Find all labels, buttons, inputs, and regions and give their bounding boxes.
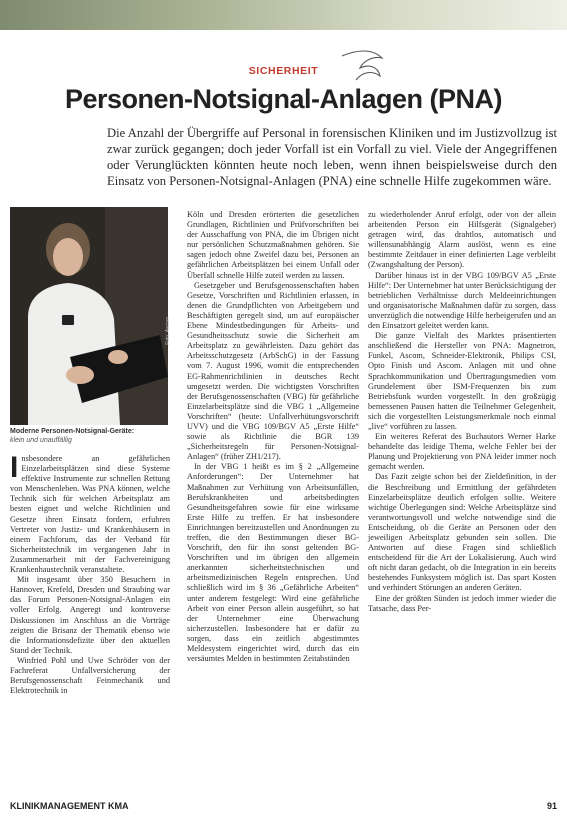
body-paragraph: Gesetzgeber und Berufsgenossenschaften haben Gesetze, Vorschriften und Richtlinien erlassen, in denen die Grundpflichten von Arbeitgebern und Beschäftigten geregelt sind, um auf europäischer Ebene Mindestbedingungen für Arbeits- und Gesundheitsschutz sowie die Sicherheit am Arbeitsplatz zu gewährleisten. Dazu gehört das Arbeitsschutzgesetz (ArbSchG) in der Fassung vom 7. August 1996, womit die entsprechenden EG-Rahmenrichtlinien in deutsches Recht umgesetzt werden. Die wichtigsten Vorschriften der Berufsgenossenschaften (VBG) für gefährliche Einzelarbeitsplätze sind die VBG 1 „Allgemeine Vorschriften“ (heute: Unfallverhütungsvorschrift UVV) und die VBG 109/BGV A5 „Erste Hilfe“ sowie als Richtlinie die BGR 139 „Sicherheitsregeln für Personen-Notsignal-Anlagen“ (früher ZH1/217). — [187, 280, 359, 462]
drop-cap: I — [10, 451, 19, 484]
top-image-strip — [0, 0, 567, 30]
magazine-name: KLINIKMANAGEMENT KMA — [10, 801, 129, 811]
body-paragraph: Ein weiteres Referat des Buchautors Werner Harke behandelte das leidige Thema, welche Fehler bei der Planung und Projektierung von PNA leider immer noch gemacht werden. — [368, 432, 556, 472]
body-paragraph: Darüber hinaus ist in der VBG 109/BGV A5 „Erste Hilfe“: Der Unternehmer hat unter Berücksichtigung der betrieblichen Verhältnisse durch Meldeeinrichtungen und organisatorische Maßnahmen dafür zu sorgen, dass unverzüglich die notwendige Hilfe herbeigerufen und an den Einsatzort geleitet werden kann. — [368, 270, 556, 331]
text-column-2 — [187, 210, 359, 796]
photo-caption-title: Moderne Personen-Notsignal-Geräte: — [10, 428, 135, 435]
section-label: SICHERHEIT — [248, 65, 319, 77]
article-photo — [10, 207, 171, 425]
body-paragraph: Die ganze Vielfalt des Marktes präsentierten anschließend die Hersteller von PNA: Magnetron, Funkel, Ascom, Schneider-Elektronik, Philips CSI, Opto Finish und Ascom. Anlagen mit und ohne Sprachkommunikation und Übertragungsmedien vom Grundelement über ISM-Frequenzen bis zum Betriebsfunk wurden vorgestellt. In den großzügig bemessenen Pausen hatten die Teilnehmer Gelegenheit, sich die vorgestellten Leistungsmerkmale noch einmal „live“ vorführen zu lassen. — [368, 331, 556, 431]
body-paragraph: Mit insgesamt über 350 Besuchern in Hannover, Krefeld, Dresden und Straubing war das Forum Personen-Notsignal-Anlagen ein voller Erfolg. Angeregt und kontroverse Diskussionen im Anschluss an die Vorträge zeigten die Brisanz der Thematik ebenso wie die Informationsdefizite über den aktuellen Stand der Technik. — [10, 575, 170, 655]
text-column-3 — [368, 210, 556, 796]
body-paragraph: Das Fazit zeigte schon bei der Zieldefinition, in der die Beschreibung und Ermittlung der gefährdeten Einzelarbeitsplätze deutlich erfolgen sollte. Weitere wichtige Überlegungen sind: Welche Arbeitsplätze sind verantwortungsvoll und welche notwendige sind die Entscheidung, ob die Geräte an Personen oder den jeweiligen Arbeitsplatz gebunden sein sollen. Die Antworten auf diese Fragen sind schließlich entscheidend für die Art der Lokalisierung. Auch wird oft nicht daran gedacht, ob die Integration in ein bereits bestehendes Funksystem möglich ist. Das spart Kosten und verhindert Störungen an anderen Geräten. — [368, 472, 556, 593]
article-title: Personen-Notsignal-Anlagen (PNA) — [64, 84, 503, 114]
text-column-1 — [10, 451, 170, 776]
photo-credit: Foto: Ascom — [165, 317, 171, 345]
body-paragraph: Insbesondere an gefährlichen Einzelarbeitsplätzen sind diese Systeme effektive Instrumente zur schnellen Rettung von Menschenleben. Was PNA können, welche Technik sich für welchen Arbeitsplatz am besten eignet und welche Richtlinien und Gesetze ihren Einsatz fordern, erfuhren Vertreter von Justiz- und Krankenhäusern in einem Fachforum, das der Verband für Sicherheitstechnik im vergangenen Jahr in Zusammenarbeit mit der Fachvereinigung Krankenhaustechnik veranstaltete. — [10, 451, 170, 575]
body-paragraph: zu wiederholender Anruf erfolgt, oder von der allein arbeitenden Person ein Hilfsgerät (Signalgeber) getragen wird, das drahtlos, automatisch und willensunabhängig Alarm auslöst, wenn es eine bestimmte Zeitdauer in einer definierten Lage verbleibt (Zwangshaltung der Person). — [368, 210, 556, 270]
photo-caption-subtitle: klein und unauffällig — [10, 437, 72, 444]
page-number: 91 — [546, 801, 557, 811]
body-paragraph: In der VBG 1 heißt es im § 2 „Allgemeine Anforderungen“: Der Unternehmer hat Maßnahmen zur Verhütung von Arbeitsunfällen, Berufskrankheiten und arbeitsbedingten Gesundheitsgefahren sowie für eine wirksame Erste Hilfe zu treffen. Er hat insbesondere Einrichtungen bereitzustellen und Anordnungen zu treffen, die den Bestimmungen dieser BG-Vorschrift, den für ihn sonst geltenden BG-Vorschriften und im übrigen den allgemein anerkannten sicherheitstechnischen und arbeitsmedizinischen Regeln entsprechen. Und schließlich wird im § 36 „Gefährliche Arbeiten“ unter anderem festgelegt: Wird eine gefährliche Arbeit von einer Person allein ausgeführt, so hat der Unternehmer eine Überwachung sicherzustellen. Insbesondere hat er dafür zu sorgen, dass ein zeitlich abgestimmtes Meldesystem eingerichtet wird, durch das ein versäumtes Melden in bestimmten Zeitabständen — [187, 462, 359, 664]
body-paragraph: Eine der größten Sünden ist jedoch immer wieder die Tatsache, dass Per- — [368, 593, 556, 613]
lead-paragraph: Die Anzahl der Übergriffe auf Personal in forensischen Kliniken und im Justizvollzug ist zwar zurück gegangen; doch jeder Vorfall ist ein Vorfall zu viel. Viele der Angegriffenen oder Verunglückten könnten heute noch leben, wenn ihnen beispielsweise durch den Einsatz von Personen-Notsignal-Anlagen (PNA) eine schnelle Hilfe zugekommen wäre. — [107, 126, 557, 188]
body-paragraph: Winfried Pohl und Uwe Schröder von der Fachreferat Unfallversicherung der Berufsgenossenschaft Feinmechanik und Elektrotechnik in — [10, 655, 170, 696]
nurse-with-folder-illustration-icon — [10, 207, 168, 425]
body-paragraph: Köln und Dresden erörterten die gesetzlichen Grundlagen, Richtlinien und Prüfvorschriften bei der Ausschaffung von PNA, die im Übrigen nicht nur persönlichen Schutzmaßnahmen gehören. Sie sagen jedoch ohne Zweifel dazu bei, Personen an gefährlichen Arbeitsplätzen bei einem Unfall oder Überfall schnelle Hilfe zuteil werden zu lassen. — [187, 210, 359, 280]
